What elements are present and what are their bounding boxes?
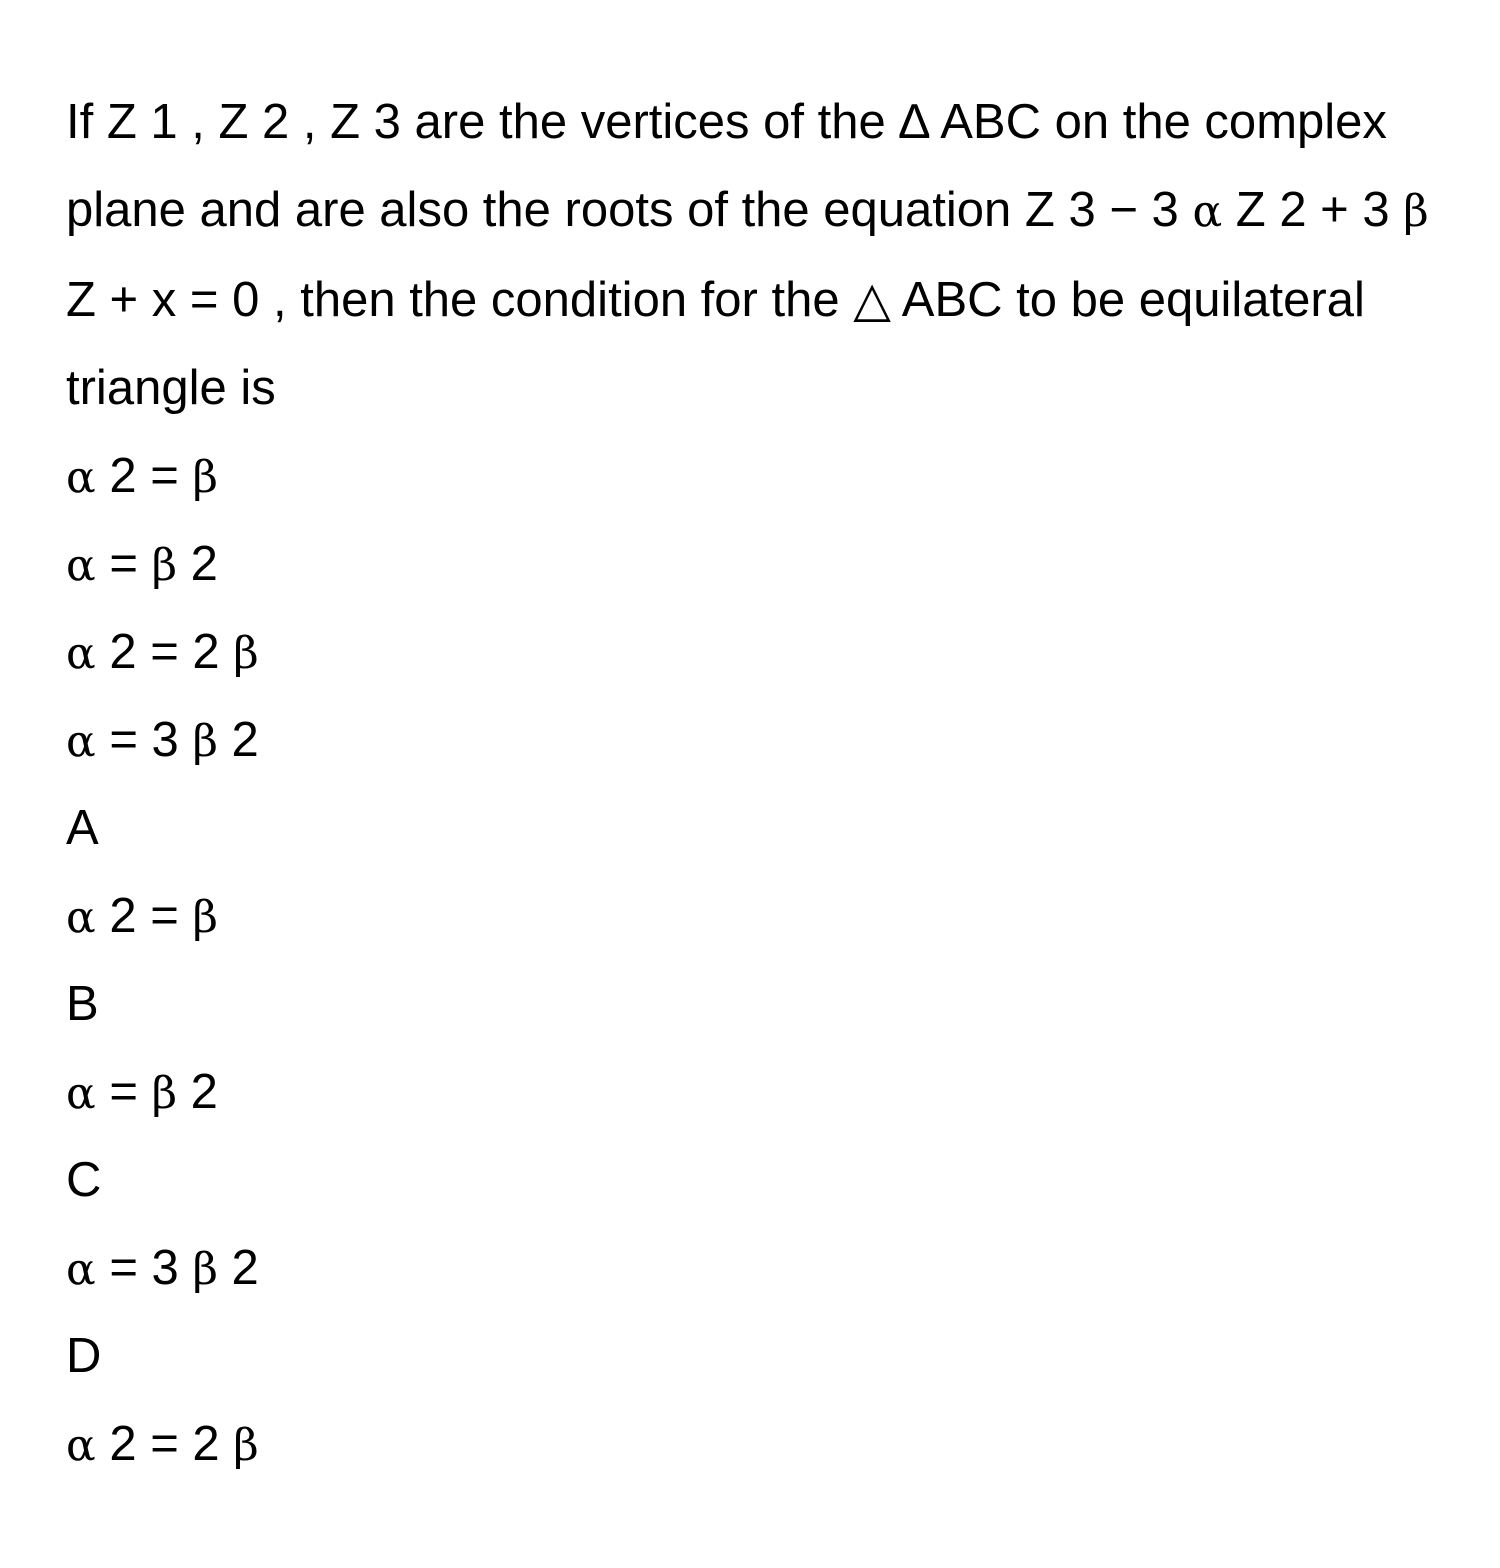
question-page <box>66 78 1446 1488</box>
alpha-symbol: α <box>66 628 96 679</box>
alpha-symbol: α <box>1192 186 1223 237</box>
alpha-symbol: α <box>66 1244 96 1295</box>
inline-option: α 2 = 2 β <box>66 625 259 679</box>
beta-symbol: β <box>233 1420 259 1471</box>
choice-letter-c[interactable]: C <box>66 1153 102 1207</box>
choice-list <box>66 784 1446 1488</box>
beta-symbol: β <box>151 540 177 591</box>
choice-letter-d[interactable]: D <box>66 1329 102 1383</box>
inline-option: α = 3 β 2 <box>66 713 259 767</box>
alpha-symbol: α <box>66 892 96 943</box>
alpha-symbol: α <box>66 452 96 503</box>
beta-symbol: β <box>192 452 218 503</box>
choice-text-d[interactable]: α 2 = 2 β <box>66 1417 259 1471</box>
beta-symbol: β <box>1403 186 1429 237</box>
alpha-symbol: α <box>66 540 96 591</box>
beta-symbol: β <box>192 716 218 767</box>
beta-symbol: β <box>151 1068 177 1119</box>
question-text: If Z 1 , Z 2 , Z 3 are the vertices of the ∆ ABC on the complex plane and are also the roots of the equation Z 3 − 3 α Z 2 + 3 β Z + x = 0 , then the condition for the △ ABC to be equilateral triangle is <box>66 95 1429 415</box>
alpha-symbol: α <box>66 1068 96 1119</box>
choice-text-a[interactable]: α 2 = β <box>66 889 218 943</box>
alpha-symbol: α <box>66 1420 96 1471</box>
choice-letter-b[interactable]: B <box>66 977 99 1031</box>
choice-text-b[interactable]: α = β 2 <box>66 1065 218 1119</box>
inline-option: α = β 2 <box>66 537 218 591</box>
beta-symbol: β <box>233 628 259 679</box>
beta-symbol: β <box>192 1244 218 1295</box>
choice-letter-a[interactable]: A <box>66 801 99 855</box>
inline-option: α 2 = β <box>66 449 218 503</box>
inline-option-list <box>66 432 1446 784</box>
beta-symbol: β <box>192 892 218 943</box>
choice-text-c[interactable]: α = 3 β 2 <box>66 1241 259 1295</box>
alpha-symbol: α <box>66 716 96 767</box>
